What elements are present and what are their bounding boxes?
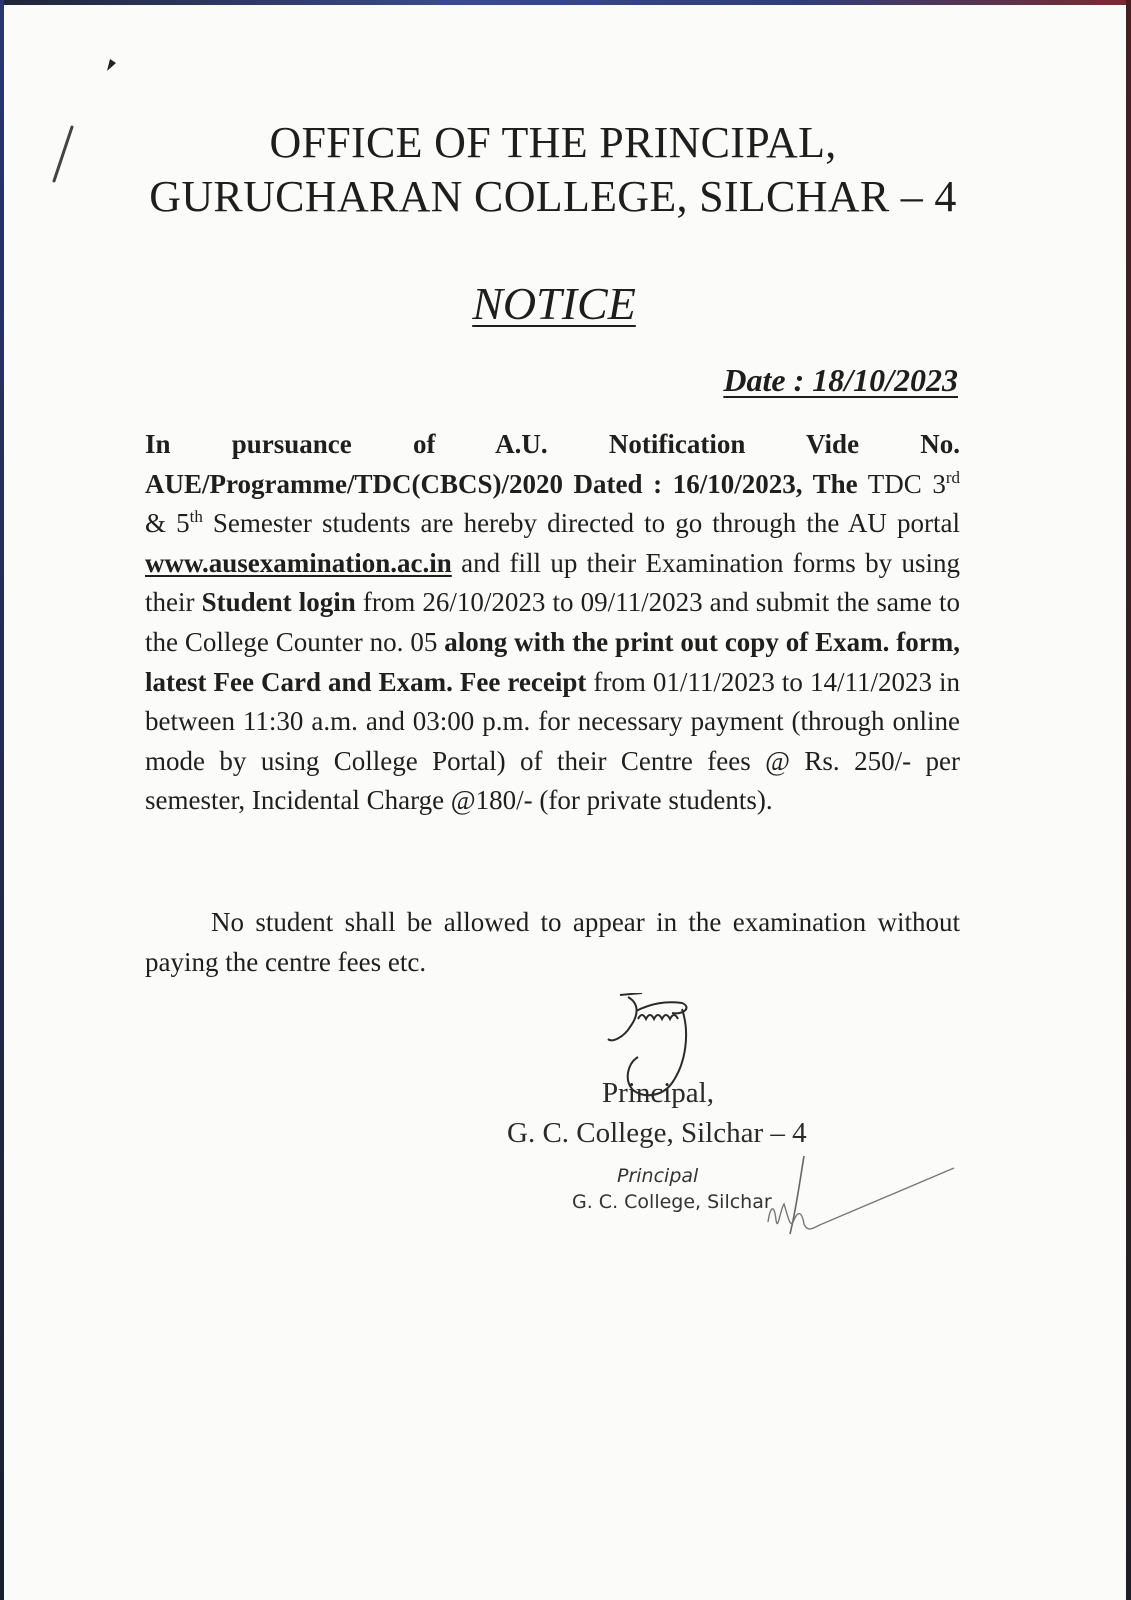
scan-edge-right	[1126, 0, 1131, 1600]
notice-paragraph-1	[145, 425, 960, 821]
text-span: from 26/10/2023 to 09/11/2023 and submit the same to the College Counter no. 05	[145, 587, 961, 657]
notice-title: NOTICE	[472, 278, 636, 329]
text-span: Semester students are hereby directed to go through the AU portal	[202, 508, 960, 539]
signatory-title: Principal,	[602, 1077, 714, 1109]
text-span: TDC 3	[857, 468, 946, 499]
superscript: rd	[945, 467, 961, 487]
text-span: from 01/11/2023 to 14/11/2023 in between 11:30 a.m. and 03:00 p.m. for necessary payment (through online mode by using College Portal) of their Centre fees @ Rs. 250/- per semester, Incidental Charge @180/- (for private students).	[145, 666, 960, 816]
stamp-title: Principal	[617, 1165, 699, 1187]
initials-icon	[764, 1150, 964, 1260]
pen-mark-icon	[104, 55, 124, 75]
text-span: and fill up their Examination forms by using their	[145, 547, 960, 618]
notice-document	[4, 5, 1126, 1600]
student-login-text: Student login	[201, 587, 356, 618]
office-heading: OFFICE OF THE PRINCIPAL,	[269, 118, 837, 167]
stamp-college: G. C. College, Silchar	[572, 1191, 772, 1213]
signatory-college: G. C. College, Silchar – 4	[507, 1117, 807, 1149]
text-span: & 5	[145, 508, 190, 539]
notification-reference: In pursuance of A.U. Notification Vide No. AUE/Programme/TDC(CBCS)/2020 Dated : 16/10/2023, The	[145, 429, 960, 499]
college-heading: GURUCHARAN COLLEGE, SILCHAR – 4	[149, 172, 957, 221]
notice-paragraph-2: No student shall be allowed to appear in the examination without paying the centre fees etc.	[145, 907, 960, 977]
required-documents-text: along with the print out copy of Exam. form, latest Fee Card and Exam. Fee receipt	[145, 626, 960, 697]
portal-link[interactable]: www.ausexamination.ac.in	[145, 547, 452, 578]
superscript: th	[189, 507, 203, 527]
notice-date: Date : 18/10/2023	[723, 362, 958, 398]
